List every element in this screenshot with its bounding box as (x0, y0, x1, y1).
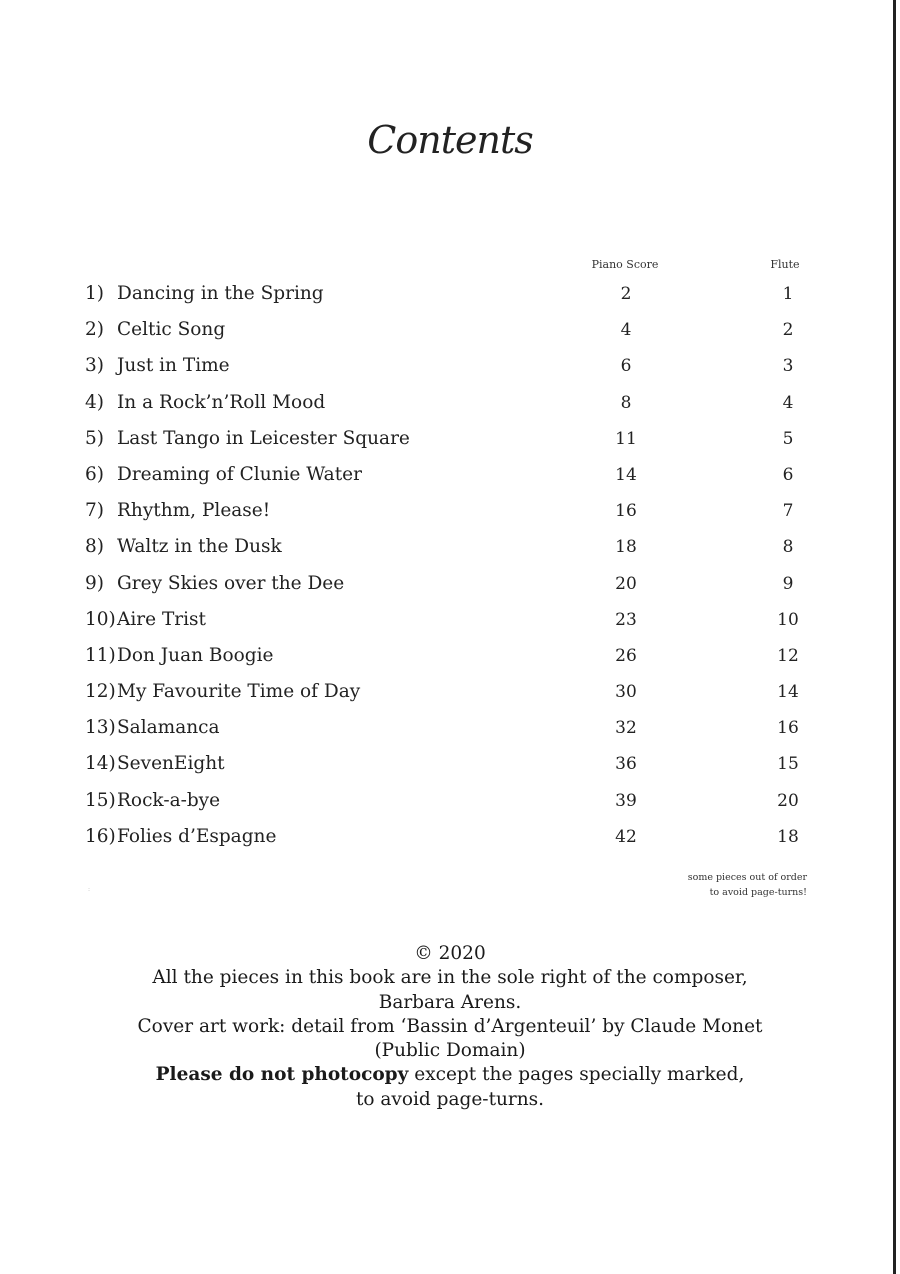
order-note-line-2: to avoid page-turns! (709, 887, 807, 898)
piece-title: Just in Time (117, 355, 230, 377)
piece-number: 4) (85, 391, 104, 413)
contents-row (0, 389, 900, 425)
flute-page: 12 (777, 645, 799, 666)
flute-page: 5 (782, 428, 794, 449)
flute-page: 1 (782, 284, 794, 304)
flute-page: 7 (782, 501, 794, 522)
contents-row (0, 316, 900, 352)
flute-page: 2 (782, 320, 794, 341)
piano-score-page: 14 (615, 464, 637, 485)
piece-title: Celtic Song (117, 319, 226, 341)
piece-title: Rock-a-bye (117, 789, 221, 811)
rights-line-1: All the pieces in this book are in the sole right of the composer, (152, 967, 748, 989)
cover-art-line-1: Cover art work: detail from ‘Bassin d’Argenteuil’ by Claude Monet (137, 1015, 763, 1037)
piece-title: Rhythm, Please! (117, 500, 271, 522)
piece-title: Last Tango in Leicester Square (117, 427, 410, 449)
cover-art-line-2: (Public Domain) (374, 1040, 526, 1062)
piece-number: 2) (85, 319, 104, 341)
flute-page: 14 (777, 682, 799, 703)
piano-score-page: 8 (620, 392, 632, 413)
piano-score-page: 4 (620, 320, 632, 341)
piece-title: Dancing in the Spring (117, 283, 324, 304)
contents-row (0, 425, 900, 461)
piece-number: 13) (85, 717, 116, 739)
piece-title: Don Juan Boogie (117, 644, 274, 666)
piano-score-page: 42 (615, 826, 637, 847)
contents-row (0, 497, 900, 533)
column-header-piano-score: Piano Score (591, 258, 659, 271)
contents-row (0, 678, 900, 714)
piece-number: 15) (85, 789, 116, 811)
contents-row (0, 823, 900, 859)
piano-score-page: 26 (615, 645, 637, 666)
piano-score-page: 20 (615, 573, 637, 594)
piece-number: 6) (85, 463, 104, 485)
flute-page: 3 (782, 356, 794, 377)
piece-title: Waltz in the Dusk (117, 536, 282, 558)
contents-list (0, 280, 900, 859)
contents-row (0, 352, 900, 388)
flute-page: 18 (777, 826, 799, 847)
photocopy-exception: except the pages specially marked, (408, 1064, 745, 1086)
piece-number: 16) (85, 825, 116, 847)
piece-title: Folies d’Espagne (117, 825, 277, 847)
contents-row (0, 461, 900, 497)
piece-number: 9) (85, 572, 104, 594)
piece-number: 8) (85, 536, 104, 558)
flute-page: 20 (777, 790, 799, 811)
piece-number: 11) (85, 644, 116, 666)
rights-line-2: Barbara Arens. (378, 991, 522, 1013)
contents-row (0, 714, 900, 750)
column-header-flute: Flute (770, 258, 800, 271)
piano-score-page: 30 (615, 682, 637, 703)
piece-number: 3) (85, 355, 104, 377)
piano-score-page: 16 (615, 501, 637, 522)
contents-row (0, 533, 900, 569)
piece-number: 5) (85, 427, 104, 449)
flute-page: 9 (782, 573, 794, 594)
decorative-mark: : (88, 886, 91, 893)
flute-page: 8 (782, 537, 794, 558)
piano-score-page: 6 (620, 356, 632, 377)
contents-row (0, 787, 900, 823)
flute-page: 6 (782, 464, 794, 485)
flute-page: 10 (777, 609, 799, 630)
photocopy-notice (0, 1063, 900, 1087)
piece-number: 10) (85, 608, 116, 630)
page-title: Contents (367, 118, 533, 162)
piece-number: 1) (85, 283, 104, 304)
piece-title: Dreaming of Clunie Water (117, 463, 362, 485)
flute-page: 16 (777, 718, 799, 739)
piano-score-page: 23 (615, 609, 637, 630)
piece-title: Salamanca (117, 717, 220, 739)
contents-row (0, 606, 900, 642)
copyright-year: © 2020 (414, 943, 486, 964)
piece-number: 7) (85, 500, 104, 522)
piece-title: Grey Skies over the Dee (117, 572, 345, 594)
piece-title: SevenEight (117, 753, 225, 775)
piece-title: In a Rock’n’Roll Mood (117, 391, 326, 413)
piano-score-page: 11 (615, 428, 637, 449)
copyright-footer (0, 942, 900, 1112)
flute-page: 4 (782, 392, 794, 413)
piano-score-page: 39 (615, 790, 637, 811)
piano-score-page: 2 (620, 284, 632, 304)
photocopy-notice-line-2: to avoid page-turns. (355, 1088, 545, 1110)
contents-row (0, 750, 900, 786)
piece-title: Aire Trist (117, 608, 206, 630)
piano-score-page: 32 (615, 718, 637, 739)
flute-page: 15 (777, 754, 799, 775)
order-note (688, 870, 807, 900)
photocopy-warning: Please do not photocopy (155, 1064, 409, 1086)
piece-number: 12) (85, 681, 116, 703)
order-note-line-1: some pieces out of order (687, 872, 807, 883)
piano-score-page: 36 (615, 754, 637, 775)
contents-row (0, 570, 900, 606)
contents-row (0, 642, 900, 678)
piece-number: 14) (85, 753, 116, 775)
contents-row (0, 280, 900, 316)
piano-score-page: 18 (615, 537, 637, 558)
piece-title: My Favourite Time of Day (117, 681, 361, 703)
